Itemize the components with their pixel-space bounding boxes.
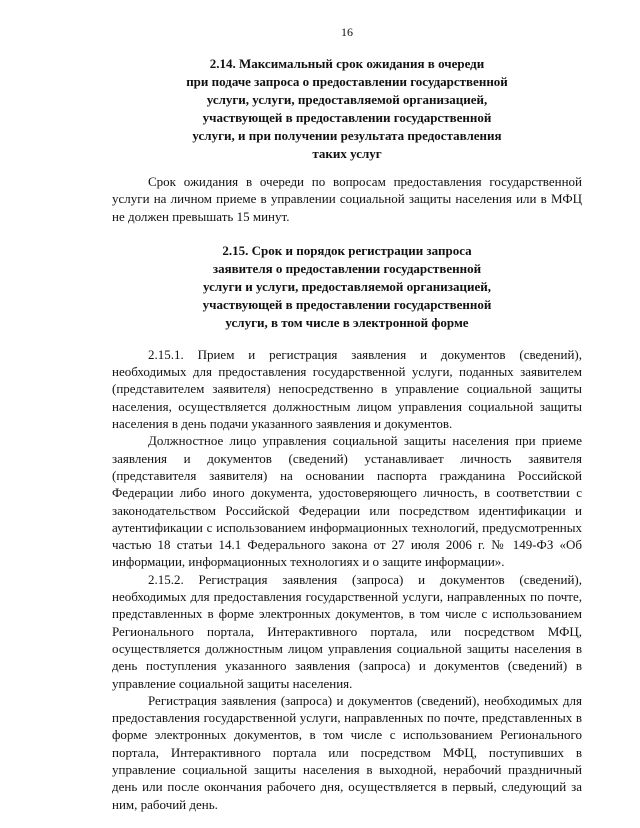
paragraph: 2.15.1. Прием и регистрация заявления и документов (сведений), необходимых для предоставления государственной услуги, поданных заявителем (представителем заявителя) непосредственно в управление социальной защиты населения, осуществляется должностным лицом управления социальной защиты населения в день подачи указанного заявления и документов.	[112, 346, 582, 432]
section-heading-2-14	[112, 55, 582, 163]
heading-line: участвующей в предоставлении государственной	[202, 296, 492, 312]
heading-line: 2.15. Срок и порядок регистрации запроса	[222, 242, 472, 258]
heading-line: заявителя о предоставлении государственной	[212, 260, 482, 276]
heading-line: таких услуг	[312, 146, 382, 161]
page-number: 16	[341, 25, 353, 39]
document-page	[112, 24, 582, 813]
paragraph: 2.15.2. Регистрация заявления (запроса) и документов (сведений), необходимых для предоставления государственной услуги, направленных по почте, представленных в форме электронных документов, в том числе с использованием Регионального портала, Интерактивного портала, или посредством МФЦ, осуществляется должностным лицом управления социальной защиты населения в день поступления указанного заявления (запроса) и документов (сведений) в управление социальной защиты населения.	[112, 571, 582, 691]
heading-line: услуги, в том числе в электронной форме	[225, 314, 469, 330]
section-heading-2-15	[112, 242, 582, 332]
heading-line: услуги и услуги, предоставляемой организацией,	[202, 278, 491, 294]
heading-line: услуги, услуги, предоставляемой организацией,	[206, 92, 488, 107]
paragraph: Регистрация заявления (запроса) и документов (сведений), необходимых для предоставления государственной услуги, направленных по почте, представленных в форме электронных документов, в том числе с использованием Регионального портала, Интерактивного портала или посредством МФЦ, поступивших в управление социальной защиты населения в выходной, нерабочий праздничный день или после окончания рабочего дня, осуществляется в первый, следующий за ним, рабочий день.	[112, 692, 582, 812]
heading-line: участвующей в предоставлении государственной	[202, 110, 492, 125]
heading-line: при подаче запроса о предоставлении государственной	[186, 74, 508, 89]
paragraph: Должностное лицо управления социальной защиты населения при приеме заявления и документов (сведений) устанавливает личность заявителя (представителя заявителя) на основании паспорта гражданина Российской Федерации либо иного документа, удостоверяющего личность, в соответствии с законодательством Российской Федерации или посредством идентификации и аутентификации с использованием информационных технологий, предусмотренных частью 18 статьи 14.1 Федерального закона от 27 июля 2006 г. № 149-ФЗ «Об информации, информационных технологиях и о защите информации».	[112, 433, 582, 570]
paragraph: Срок ожидания в очереди по вопросам предоставления государственной услуги на личном приеме в управлении социальной защиты населения или в МФЦ не должен превышать 15 минут.	[112, 174, 582, 224]
heading-line: услуги, и при получении результата предоставления	[192, 128, 502, 143]
heading-line: 2.14. Максимальный срок ожидания в очереди	[209, 56, 485, 71]
